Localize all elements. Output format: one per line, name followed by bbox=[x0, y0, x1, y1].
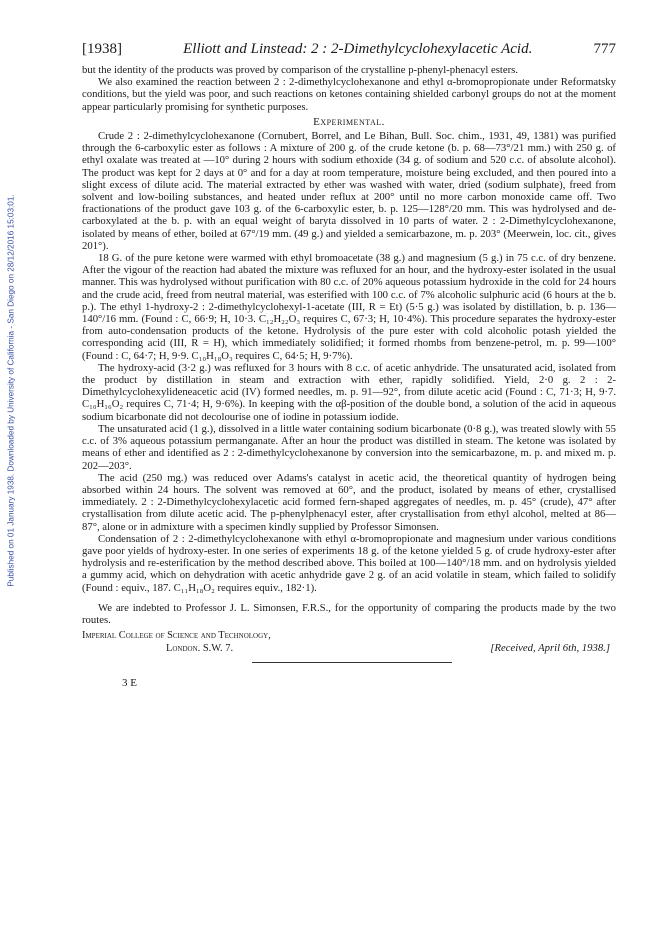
received-date: [Received, April 6th, 1938.] bbox=[490, 642, 610, 655]
institution: Imperial College of Science and Technology, bbox=[82, 630, 271, 642]
paragraph-hydroxy-ester: 18 G. of the pure ketone were warmed with ethyl bromoacetate (38 g.) and magnesium (5 g.) in 75 c.c. of dry benzene. After the vigour of the reaction had abated the mixture was refluxed for an hour, and the hydroxy-ester isolated in the usual manner. This was hydrolysed without purification with 80 c.c. of 20% aqueous potassium hydroxide in the cold for 24 hours and the crude acid, freed from neutral material, was esterified with 100 c.c. of 7% alcoholic sulphuric acid (6 hours at the b. p.). The ethyl 1-hydroxy-2 : 2-dimethylcyclohexyl-1-acetate (III, R = Et) (5·5 g.) was isolated by distillation, b. p. 136—140°/16 mm. (Found : C, 66·9; H, 10·3. C₁₂H₂₂O₃ requires C, 67·3; H, 10·4%). This procedure separates the hydroxy-ester from auto-condensation products of the ketone. Hydrolysis of the pure ester with cold alcoholic potash yielded the corresponding acid (III, R = H), which immediately solidified; it formed rhombs from benzene-petrol, m. p. 99—100° (Found : C, 64·7; H, 9·9. C₁₀H₁₈O₃ requires C, 64·5; H, 9·7%). bbox=[82, 252, 616, 362]
footer-divider bbox=[252, 662, 452, 663]
paragraph-unsaturated-acid: The unsaturated acid (1 g.), dissolved in a little water containing sodium bicarbonate (0·8 g.), was treated slowly with 55 c.c. of 3% aqueous potassium permanganate. After an hour the product was distilled in steam. The ketone was isolated by means of ether and identified as 2 : 2-dimethylcyclohexanone by conversion into the semicarbazone, m. p. and mixed m. p. 202—203°. bbox=[82, 422, 616, 472]
printer-signature: 3 E bbox=[122, 676, 137, 689]
journal-page bbox=[82, 40, 616, 689]
paragraph-condensation: Condensation of 2 : 2-dimethylcyclohexanone with ethyl α-bromopropionate and magnesium under various conditions gave poor yields of hydroxy-ester. In one series of experiments 18 g. of the ketone yielded 5 g. of crude hydroxy-ester after hydrolysis and re-esterification by the method described above. This boiled at 100—140°/18 mm. and on hydrolysis yielded a gummy acid, which on dehydration with acetic anhydride gave 2 g. of an acid volatile in steam, which failed to solidify (Found : equiv., 187. C₁₁H₁₈O₂ requires equiv., 182·1). bbox=[82, 532, 616, 594]
paragraph-continued: but the identity of the products was proved by comparison of the crystalline p-phenyl-phenacyl esters. bbox=[82, 64, 518, 76]
published-note[interactable]: Published on 01 January 1938. Downloaded by University of California - San Diego on 28/12/2016 15:03:01. bbox=[6, 193, 16, 587]
header-year: [1938] bbox=[82, 41, 122, 57]
acknowledgement: We are indebted to Professor J. L. Simonsen, F.R.S., for the opportunity of comparing the products made by the two routes. bbox=[82, 601, 616, 626]
footer-row bbox=[82, 642, 616, 655]
paragraph-reformatsky: We also examined the reaction between 2 : 2-dimethylcyclohexanone and ethyl α-bromopropionate under Reformatsky conditions, but the yield was poor, and such reactions on ketones containing shielded carbonyl groups do not at the moment appear particularly promising for synthetic purposes. bbox=[82, 76, 616, 113]
paragraph-hydroxy-acid: The hydroxy-acid (3·2 g.) was refluxed for 3 hours with 8 c.c. of acetic anhydride. The unsaturated acid, isolated from the product by distillation in steam and extraction with ether, rapidly solidified. Yield, 2·0 g. 2 : 2-Dimethylcyclohexylideneacetic acid (IV) formed needles, m. p. 91—92°, from dilute acetic acid (Found : C, 71·3; H, 9·7. C₁₀H₁₆O₂ requires C, 71·4; H, 9·6%). In keeping with the αβ-position of the double bond, a solution of the acid in aqueous sodium bicarbonate did not decolourise one of iodine in potassium iodide. bbox=[82, 361, 616, 423]
section-title-experimental: Experimental. bbox=[313, 115, 385, 128]
city-address: London. S.W. 7. bbox=[166, 643, 234, 655]
running-header bbox=[82, 40, 616, 58]
paragraph-reduction: The acid (250 mg.) was reduced over Adams's catalyst in acetic acid, the theoretical quantity of hydrogen being absorbed within 24 hours. The solvent was removed at 60°, and the product, isolated by means of ether, crystallised immediately. 2 : 2-Dimethylcyclohexylacetic acid formed fern-shaped aggregates of needles, m. p. 45° (crude), 47° after crystallisation from dilute acetic acid. The p-phenylphenacyl ester, after crystallisation from ethyl alcohol, melted at 86—87°, alone or in admixture with a specimen kindly supplied by Professor Simonsen. bbox=[82, 471, 616, 533]
paragraph-crude-ketone: Crude 2 : 2-dimethylcyclohexanone (Cornubert, Borrel, and Le Bihan, Bull. Soc. chim., 1931, 49, 1381) was purified through the 6-carboxylic ester as follows : A mixture of 200 g. of the crude ketone (b. p. 68—73°/21 mm.) with 250 g. of ethyl oxalate was treated at —10° during 2 hours with sodium ethoxide (34 g. of sodium and 520 c.c. of absolute alcohol). The product was kept for 2 days at 0° and for a day at room temperature, moisture being excluded, and then poured into a slight excess of dilute acid. The material extracted by ether was washed with water, dried (sodium sulphate), freed from solvent and low-boiling substances, and heated under reflux at 200° until no more carbon monoxide came off. Two fractionations of the product gave 103 g. of the 6-carboxylic ester, b. p. 125—128°/20 mm. This was hydrolysed and de-carboxylated at the b. p. with an equal weight of baryta dissolved in 10 parts of water. 2 : 2-Dimethylcyclohexanone, isolated by means of ether, boiled at 67°/19 mm. (49 g.) and yielded a semicarbazone, m. p. 203° (Meerwein, loc. cit., gives 201°). bbox=[82, 130, 616, 252]
header-title: Elliott and Linstead: 2 : 2-Dimethylcyclohexylacetic Acid. bbox=[183, 41, 533, 57]
publication-sidebar bbox=[4, 80, 18, 700]
page-number: 777 bbox=[593, 41, 616, 57]
